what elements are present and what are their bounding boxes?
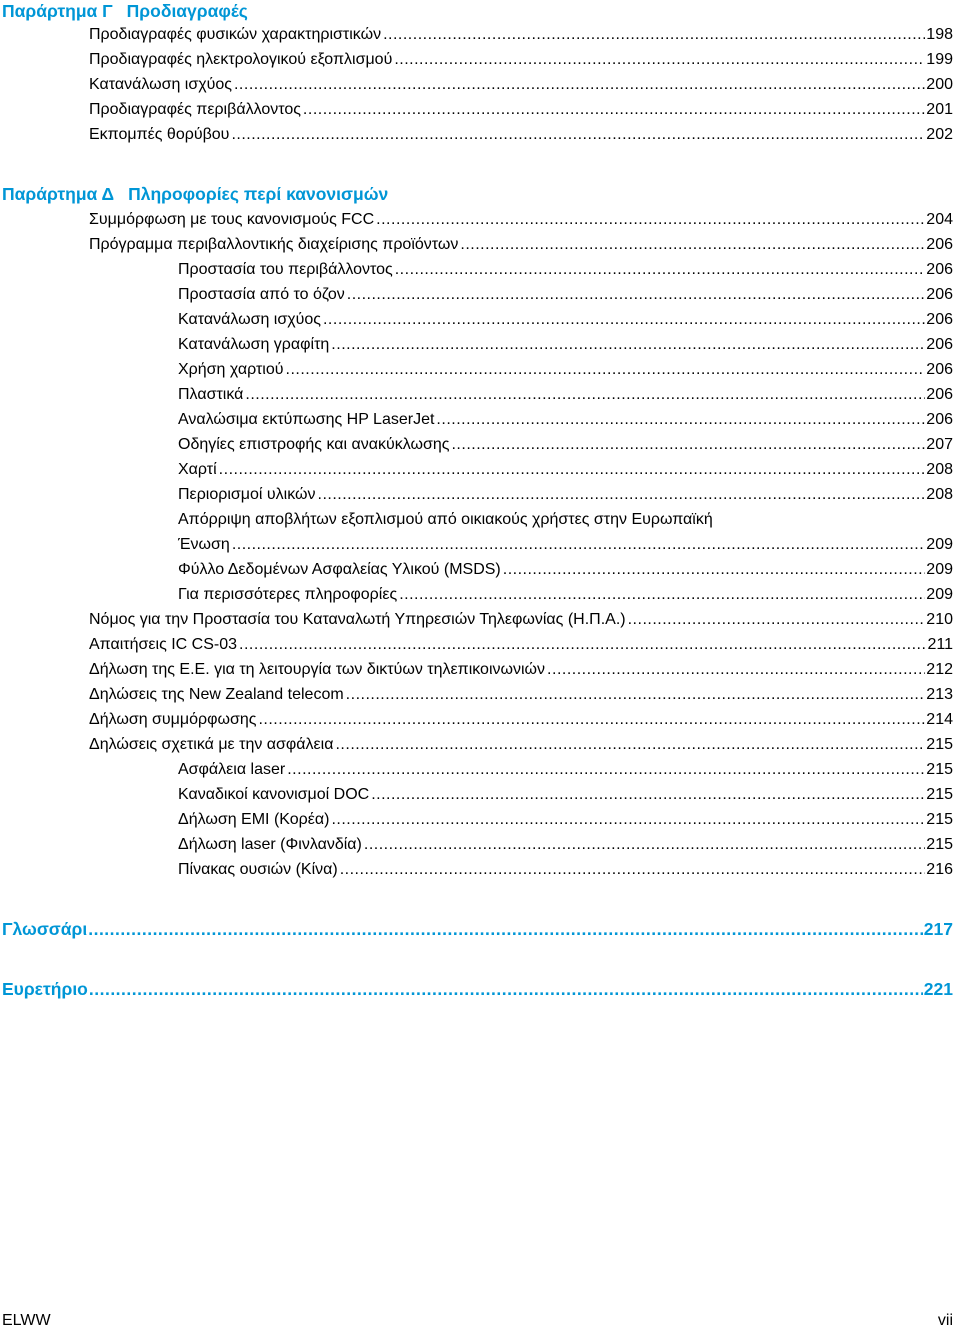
toc-entry-text: Προδιαγραφές ηλεκτρολογικού εξοπλισμού [89,51,393,68]
toc-leader [451,434,925,456]
toc-entry[interactable] [178,434,953,456]
appendix-d-label: Παράρτημα Δ [2,184,115,204]
toc-leader [88,918,923,940]
glossary-entry[interactable] [2,918,953,940]
toc-entry-text: Ασφάλεια laser [178,761,286,778]
toc-entry[interactable] [178,384,953,406]
toc-leader [303,99,925,121]
toc-entry-text: Δήλωση συμμόρφωσης [89,711,257,728]
toc-leader [318,484,926,506]
toc-entry-page: 198 [926,26,953,43]
toc-leader [628,609,926,631]
toc-entry-text: Για περισσότερες πληροφορίες [178,586,398,603]
toc-entry-text: Αναλώσιμα εκτύπωσης HP LaserJet [178,411,435,428]
toc-leader [436,409,925,431]
toc-leader [234,74,925,96]
toc-entry[interactable] [178,409,953,431]
toc-leader [395,259,926,281]
toc-entry[interactable] [89,99,953,121]
toc-entry-text: Ένωση [178,536,230,553]
toc-entry-page: 215 [926,736,953,753]
toc-entry-text: Συμμόρφωση με τους κανονισμούς FCC [89,211,375,228]
toc-entry-text: Πρόγραμμα περιβαλλοντικής διαχείρισης προϊόντων [89,236,459,253]
toc-entry-page: 206 [926,411,953,428]
toc-entry[interactable] [178,584,953,606]
toc-entry-page: 215 [926,836,953,853]
toc-entry[interactable] [89,709,953,731]
toc-entry-page: 201 [926,101,953,118]
toc-entry-page: 206 [926,336,953,353]
toc-leader [460,234,925,256]
toc-entry[interactable] [89,74,953,96]
toc-entry-text: Προδιαγραφές φυσικών χαρακτηριστικών [89,26,382,43]
toc-leader [232,534,925,556]
toc-entry-text: Κατανάλωση ισχύος [178,311,321,328]
glossary-page: 217 [923,919,953,939]
toc-entry-page: 206 [926,361,953,378]
toc-entry-page: 208 [926,486,953,503]
toc-entry-page: 216 [926,861,953,878]
toc-leader [376,209,925,231]
toc-entry-page: 212 [926,661,953,678]
toc-entry-page: 215 [926,811,953,828]
toc-entry-text: Δήλωση laser (Φινλανδία) [178,836,362,853]
toc-entry-text: Προδιαγραφές περιβάλλοντος [89,101,301,118]
toc-entry-text: Φύλλο Δεδομένων Ασφαλείας Υλικού (MSDS) [178,561,501,578]
toc-entry[interactable] [178,284,953,306]
toc-entry-page: 214 [926,711,953,728]
appendix-d-title: Πληροφορίες περί κανονισμών [128,184,389,204]
toc-leader [286,359,926,381]
toc-entry[interactable] [178,334,953,356]
toc-entry-text: Χαρτί [178,461,217,478]
toc-leader [346,684,926,706]
toc-leader [503,559,926,581]
toc-entry-page: 206 [926,236,953,253]
toc-entry[interactable] [89,49,953,71]
toc-entry-page: 210 [926,611,953,628]
toc-entry[interactable] [178,784,953,806]
toc-entry[interactable] [89,684,953,706]
toc-entry[interactable] [89,24,953,46]
toc-entry[interactable] [89,634,953,656]
toc-entry-text: Δηλώσεις της New Zealand telecom [89,686,344,703]
footer-page-number: vii [937,1312,953,1329]
toc-leader [547,659,925,681]
appendix-c-title: Προδιαγραφές [126,1,248,21]
index-entry[interactable] [2,978,953,1000]
toc-entry[interactable] [178,309,953,331]
toc-leader [258,709,925,731]
toc-entry[interactable] [89,659,953,681]
toc-leader [399,584,925,606]
toc-leader [245,384,925,406]
toc-leader [371,784,925,806]
toc-entry[interactable] [89,209,953,231]
toc-leader [219,459,926,481]
toc-entry-text: Κατανάλωση ισχύος [89,76,232,93]
toc-entry-page: 209 [926,586,953,603]
toc-entry-page: 209 [926,536,953,553]
toc-leader [331,334,925,356]
toc-entry-page: 207 [926,436,953,453]
toc-entry-page: 215 [926,761,953,778]
toc-leader [287,759,925,781]
toc-entry-text: Δηλώσεις σχετικά με την ασφάλεια [89,736,334,753]
toc-entry-text: Πίνακας ουσιών (Κίνα) [178,861,338,878]
appendix-c-label: Παράρτημα Γ [2,1,113,21]
toc-leader [364,834,925,856]
toc-leader [347,284,926,306]
toc-entry[interactable] [178,834,953,856]
toc-entry-page: 204 [926,211,953,228]
toc-entry[interactable] [89,124,953,146]
toc-entry[interactable] [178,459,953,481]
toc-entry-page: 206 [926,286,953,303]
toc-leader [231,124,925,146]
toc-entry-text: Προστασία από το όζον [178,286,345,303]
toc-entry-page: 213 [926,686,953,703]
toc-entry[interactable] [89,734,953,756]
toc-entry-page: 206 [926,261,953,278]
toc-entry-text: Οδηγίες επιστροφής και ανακύκλωσης [178,436,450,453]
toc-entry-page: 200 [926,76,953,93]
toc-entry-text: Χρήση χαρτιού [178,361,284,378]
toc-entry-text: Προστασία του περιβάλλοντος [178,261,393,278]
toc-entry-text: Περιορισμοί υλικών [178,486,316,503]
toc-entry[interactable] [178,534,953,556]
appendix-d-heading[interactable] [2,183,388,205]
toc-entry-text-line1[interactable]: Απόρριψη αποβλήτων εξοπλισμού από οικιακούς χρήστες στην Ευρωπαϊκή [178,511,713,528]
toc-entry-page: 209 [926,561,953,578]
toc-entry[interactable] [178,484,953,506]
toc-entry[interactable] [178,359,953,381]
toc-entry[interactable] [178,559,953,581]
index-text: Ευρετήριο [2,979,88,999]
toc-entry-text: Κατανάλωση γραφίτη [178,336,330,353]
toc-entry[interactable] [178,259,953,281]
toc-leader [394,49,925,71]
toc-entry-page: 208 [926,461,953,478]
toc-entry-page: 206 [926,311,953,328]
toc-entry-page: 211 [927,636,953,653]
toc-entry-text: Νόμος για την Προστασία του Καταναλωτή Υπηρεσιών Τηλεφωνίας (Η.Π.Α.) [89,611,626,628]
toc-leader [335,734,925,756]
toc-leader [239,634,926,656]
appendix-c-heading[interactable] [2,0,248,22]
toc-entry[interactable] [89,609,953,631]
toc-leader [340,859,926,881]
toc-entry[interactable] [178,809,953,831]
toc-entry-page: 206 [926,386,953,403]
toc-leader [89,978,923,1000]
toc-leader [331,809,925,831]
glossary-text: Γλωσσάρι [2,919,88,939]
toc-entry-page: 199 [926,51,953,68]
toc-entry-text: Πλαστικά [178,386,244,403]
toc-entry-page: 215 [926,786,953,803]
toc-entry-text: Εκπομπές θορύβου [89,126,230,143]
toc-entry-page: 202 [926,126,953,143]
toc-entry[interactable] [89,234,953,256]
toc-leader [383,24,925,46]
toc-entry-text: Απαιτήσεις IC CS-03 [89,636,238,653]
toc-leader [323,309,925,331]
index-page: 221 [923,979,953,999]
toc-entry[interactable] [178,759,953,781]
footer-left: ELWW [2,1312,51,1329]
toc-entry[interactable] [178,859,953,881]
toc-entry-text: Δήλωση EMI (Κορέα) [178,811,330,828]
toc-entry-text: Καναδικοί κανονισμοί DOC [178,786,370,803]
toc-entry-text: Δήλωση της Ε.Ε. για τη λειτουργία των δικτύων τηλεπικοινωνιών [89,661,546,678]
